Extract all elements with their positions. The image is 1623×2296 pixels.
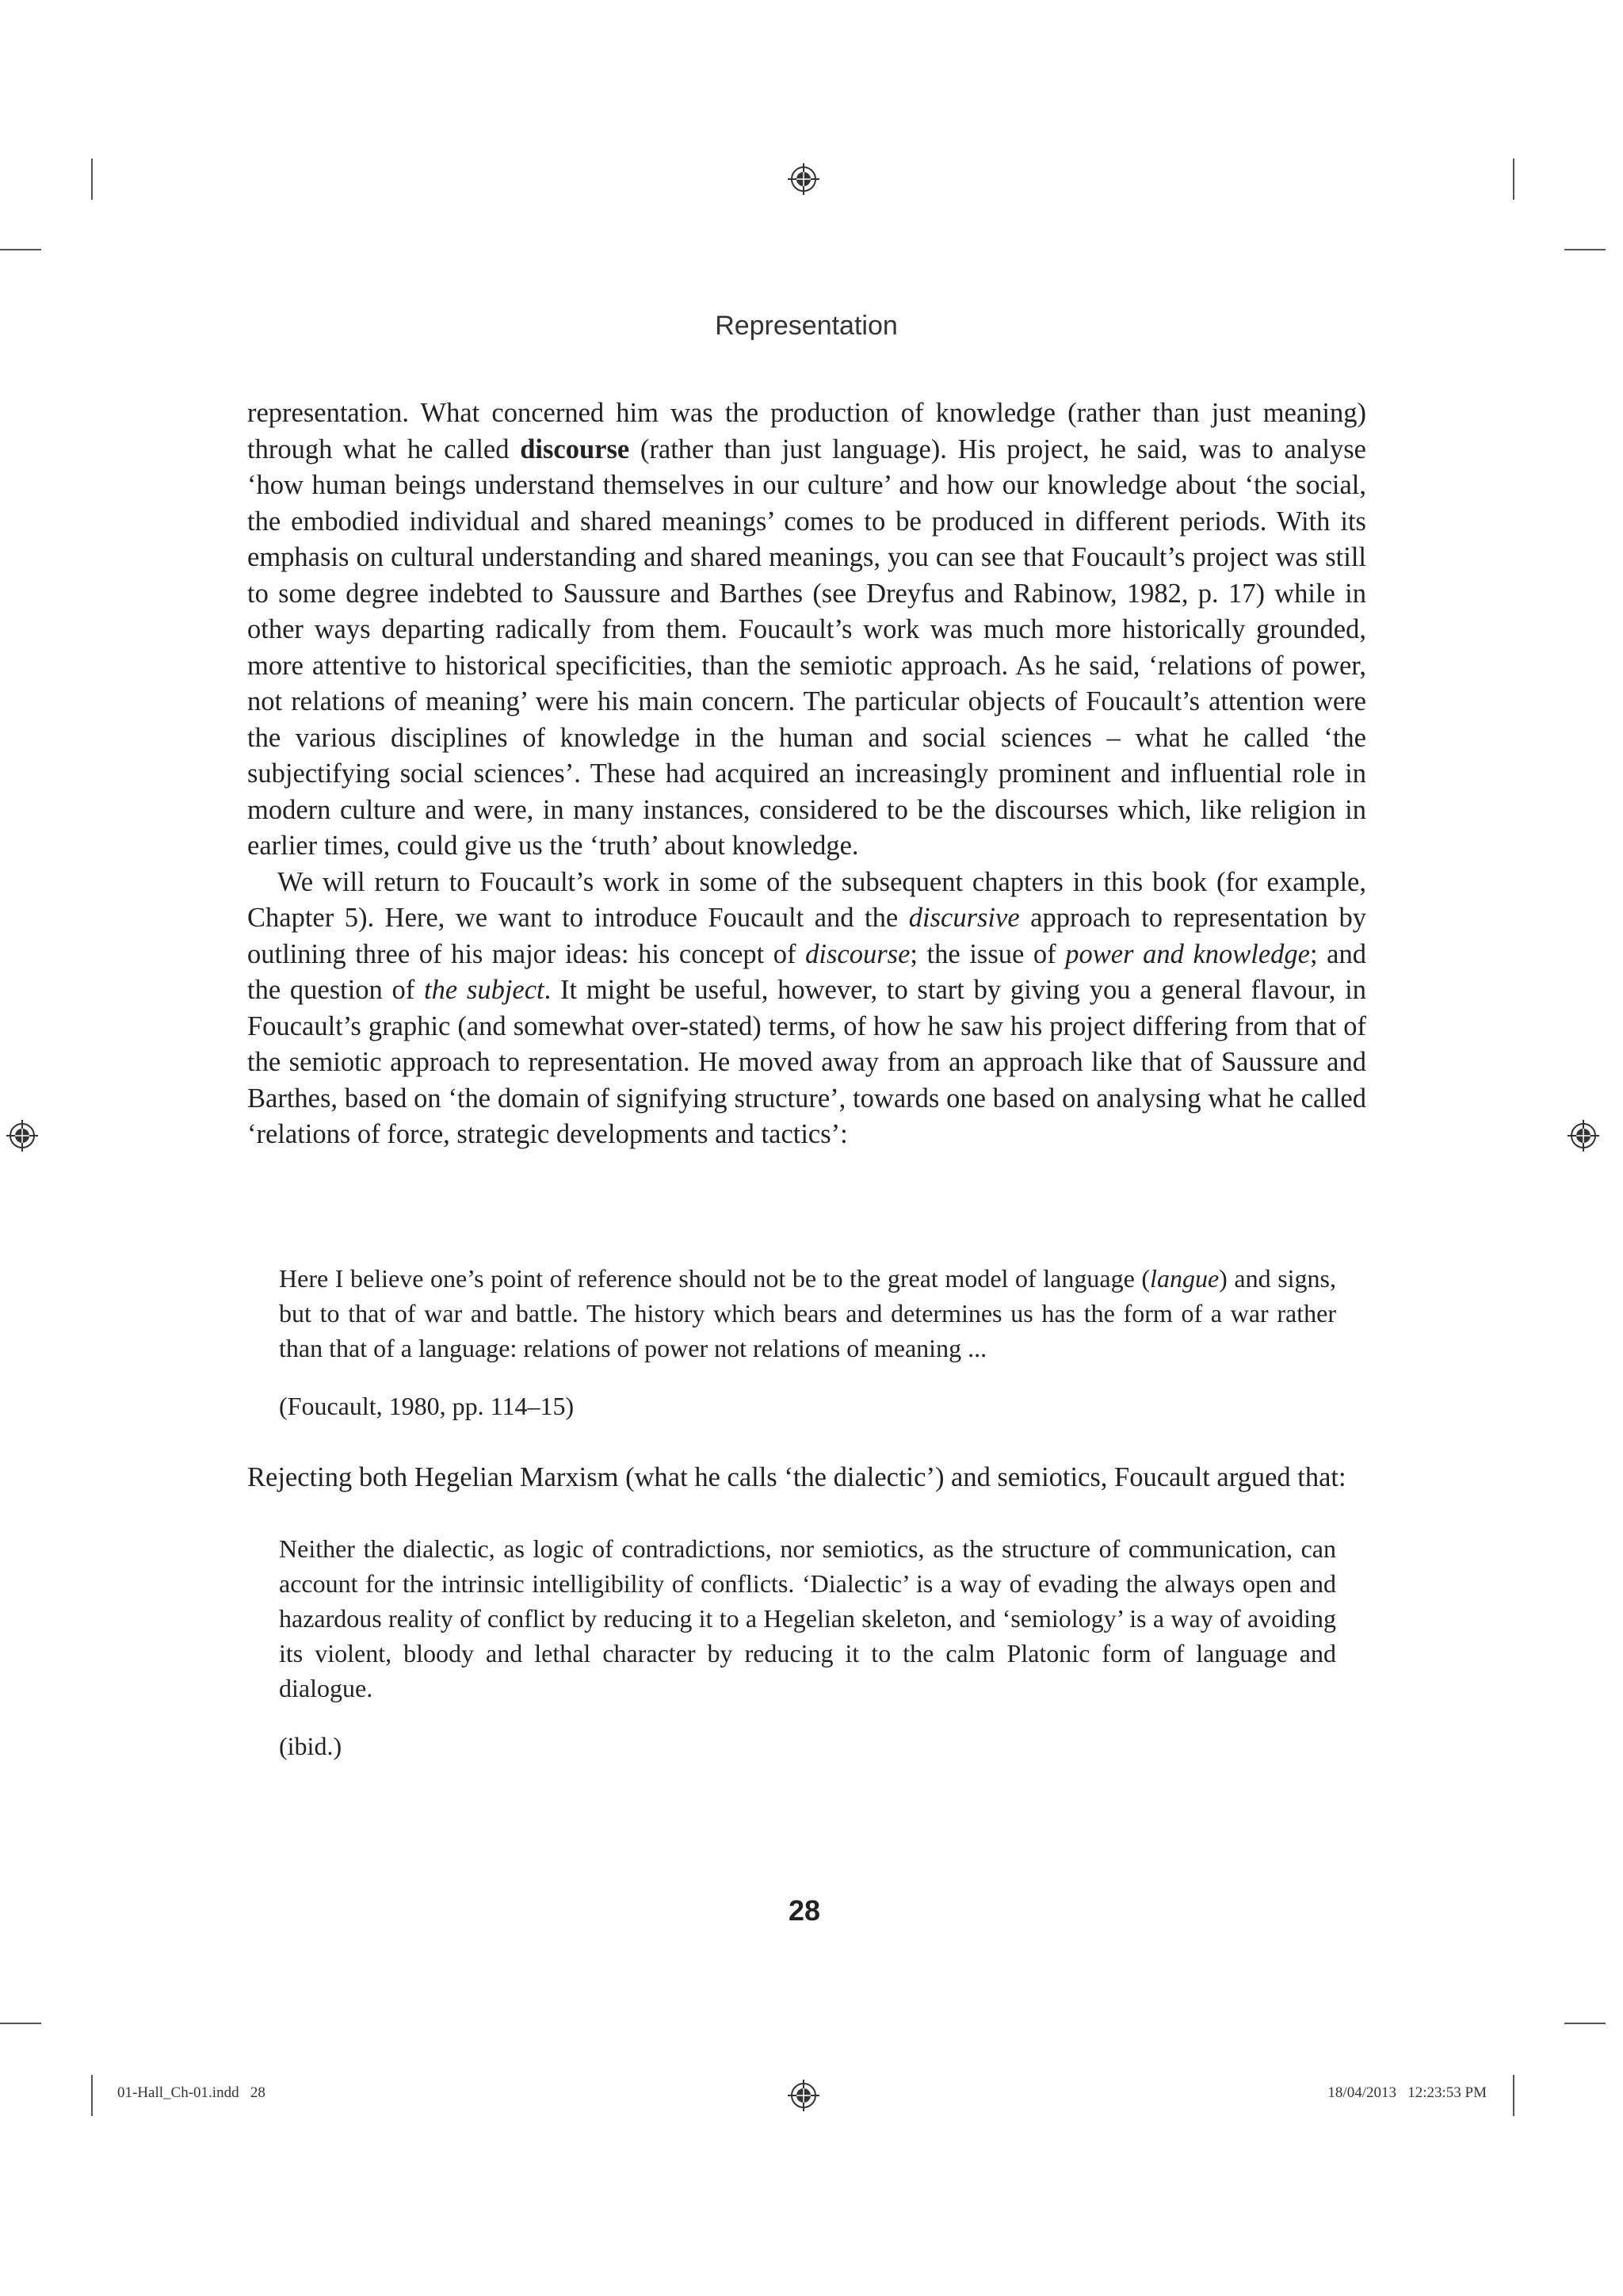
paragraph-2-text-3: ; the issue of (910, 938, 1066, 969)
block-quote-2-text: Neither the dialectic, as logic of contradictions, nor semiotics, as the structure of communication, can account for the intrinsic intelligibility of conflicts. ‘Dialectic’ is a way of evading the always open and hazardous reality of conflict by reducing it to a Hegelian skeleton, and ‘semiology’ is a way of avoiding its violent, bloody and lethal character by reducing it to the calm Platonic form of language and dialogue. (279, 1534, 1336, 1702)
block-quote-1-text (279, 1261, 1336, 1366)
crop-mark-top-left (91, 159, 93, 200)
term-langue: langue (1150, 1264, 1220, 1293)
crop-mark-bottom-right (1513, 2075, 1514, 2116)
lead-in-sentence: Rejecting both Hegelian Marxism (what he calls ‘the dialectic’) and semiotics, Foucault argued that: (247, 1462, 1346, 1492)
crop-mark-bottom-left (91, 2075, 93, 2116)
registration-mark-icon (6, 1120, 38, 1152)
crop-mark-bottom-right-h (1564, 2023, 1606, 2024)
crop-mark-top-right-h (1564, 249, 1606, 250)
term-the-subject: the subject (424, 975, 544, 1005)
term-discourse-italic: discourse (805, 938, 911, 969)
paragraph-1-text-b: (rather than just language). His project, he said, was to analyse ‘how human beings understand themselves in our culture’ and how our knowledge about ‘the social, the embodied individual and shared meanings’ comes to be produced in different periods. With its emphasis on cultural understanding and shared meanings, you can see that Foucault’s project was still to some degree indebted to Saussure and Barthes (see Dreyfus and Rabinow, 1982, p. 17) while in other ways departing radically from them. Foucault’s work was much more historically grounded, more attentive to historical specificities, than the semiotic approach. As he said, ‘relations of power, not relations of meaning’ were his main concern. The particular objects of Foucault’s attention were the various disciplines of knowledge in the human and social sciences – what he called ‘the subjectifying social sciences’. These had acquired an increasingly prominent and influential role in modern culture and were, in many instances, considered to be the discourses which, like religion in earlier times, could give us the ‘truth’ about knowledge. (247, 434, 1366, 861)
paragraph-1 (247, 395, 1366, 865)
term-power-and-knowledge: power and knowledge (1065, 938, 1310, 969)
quote-1-text-a: Here I believe one’s point of reference should not be to the great model of language ( (279, 1264, 1151, 1293)
registration-mark-icon (1568, 1120, 1599, 1152)
block-quote-2 (279, 1531, 1336, 1706)
crop-mark-top-right (1513, 159, 1514, 200)
paragraph-1-text-a: representation. What concerned him was the production of knowledge (rather than just meaning) through what he called (247, 398, 1366, 464)
slug-timestamp: 18/04/2013 12:23:53 PM (1327, 2084, 1487, 2101)
body-text (247, 395, 1366, 1153)
crop-mark-top-left-h (0, 249, 41, 250)
registration-mark-icon (788, 2080, 819, 2111)
block-quote-1 (279, 1261, 1336, 1366)
slug-file-name: 01-Hall_Ch-01.indd 28 (117, 2084, 265, 2101)
crop-mark-bottom-left-h (0, 2023, 41, 2024)
citation-2: (ibid.) (279, 1732, 342, 1760)
term-discourse: discourse (520, 434, 630, 464)
paragraph-2-text-2: approach to representation by outlining three of his major ideas: his concept of (247, 903, 1366, 969)
paragraph-2 (247, 865, 1366, 1153)
citation-1: (Foucault, 1980, pp. 114–15) (279, 1392, 575, 1420)
paragraph-2-text-4: ; and the question of (247, 938, 1366, 1005)
page-number: 28 (788, 1894, 821, 1927)
paragraph-2-text-1: We will return to Foucault’s work in some of the subsequent chapters in this book (for example, Chapter 5). Here, we want to introduce Foucault and the (247, 866, 1366, 933)
paragraph-2-text-5: . It might be useful, however, to start by giving you a general flavour, in Foucault’s graphic (and somewhat over-stated) terms, of how he saw his project differing from that of the semiotic approach to representation. He moved away from an approach like that of Saussure and Barthes, based on ‘the domain of signifying structure’, towards one based on analysing what he called ‘relations of force, strategic developments and tactics’: (247, 975, 1366, 1149)
term-discursive: discursive (908, 903, 1020, 933)
registration-mark-icon (788, 163, 819, 195)
running-head: Representation (715, 311, 898, 341)
quote-1-text-b: ) and signs, but to that of war and battle. The history which bears and determines us has the form of a war rather than that of a language: relations of power not relations of meaning ... (279, 1264, 1337, 1362)
